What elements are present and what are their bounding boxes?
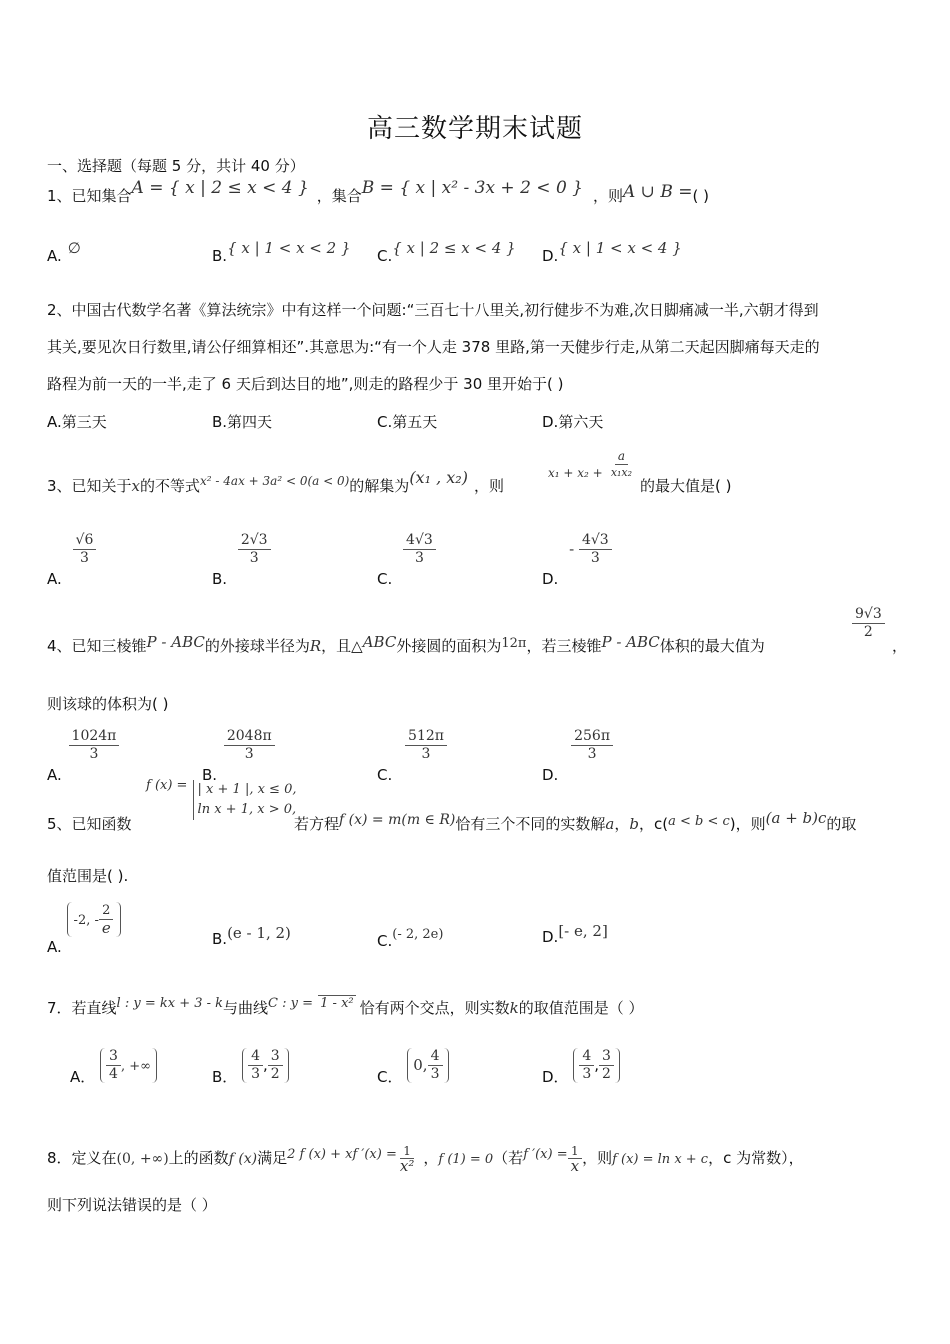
q8-fprime-fraction (568, 1144, 582, 1173)
q7-opt-d-num-2: 3 (599, 1048, 614, 1066)
q5-opt-b-label: B. (212, 930, 228, 948)
q4-opt-c-value (405, 728, 447, 763)
q1-opt-b-value: { x | 1 < x < 2 } (227, 239, 351, 257)
q1-text-b: ，集合 (316, 187, 362, 205)
q1-option-d (542, 239, 682, 265)
q5-text: 5、已知函数 (47, 815, 132, 833)
section-heading: 一、选择题（每题 5 分，共计 40 分） (47, 157, 305, 175)
q4-area: 12π (501, 636, 527, 651)
q5-comma-1: ， (614, 815, 630, 833)
q7-opt-a-den: 4 (109, 1066, 118, 1082)
q1-text-c: ，则 (592, 187, 623, 205)
q1-paren: ( ) (692, 187, 709, 205)
page-title: 高三数学期末试题 (366, 114, 583, 144)
q5-text-b: 若方程 (294, 815, 340, 833)
q7-line-eq: l : y = kx + 3 - k (116, 996, 224, 1011)
q7-opt-a-frac (106, 1048, 121, 1083)
q7-opt-b-den-2: 2 (270, 1066, 280, 1082)
q7-option-d (542, 1048, 620, 1086)
question-8 (47, 1144, 804, 1173)
q1-opt-d-label: D. (542, 247, 559, 265)
q3-opt-d-sign: - (569, 540, 575, 558)
question-3 (47, 468, 504, 497)
q3-opt-d-label: D. (542, 570, 559, 588)
q1-option-b (212, 239, 351, 265)
q3-opt-a-den: 3 (80, 550, 89, 566)
q8-fprime-den: x (570, 1157, 580, 1175)
q7-opt-b-frac-1 (248, 1048, 263, 1083)
q8-f1: f (1) = 0 (438, 1152, 494, 1167)
q4-opt-b-num: 2048π (224, 728, 275, 746)
question-1 (47, 178, 709, 206)
q3-option-b (212, 532, 271, 588)
q7-text-d: 的取值范围是（ ） (518, 999, 644, 1017)
q5-fx: f (x) = (146, 778, 188, 793)
q5-opt-a-frac (99, 902, 114, 937)
q3-option-c (377, 532, 436, 588)
q8-eq-den: x² (399, 1157, 415, 1175)
q5-order: a < b < c (668, 814, 730, 829)
q1-opt-c-value: { x | 2 ≤ x < 4 } (392, 239, 516, 257)
q5-text-c-var: ，c( (638, 815, 669, 833)
q1-option-a (47, 239, 81, 265)
q4-opt-d-value (571, 728, 613, 763)
q7-text-b: 与曲线 (223, 999, 269, 1017)
q5-cases (193, 780, 297, 820)
q3-expr-sum: x₁ + x₂ + (548, 466, 603, 480)
q3-opt-d-num: 4√3 (579, 532, 612, 550)
q4-text-g: ， (892, 637, 908, 655)
q5-opt-d-label: D. (542, 928, 559, 946)
q4-text-c: ，且△ (321, 637, 363, 655)
q4-opt-a-den: 3 (89, 746, 99, 762)
q4-tetra: P - ABC (146, 633, 205, 651)
q5-option-b (212, 924, 291, 948)
question-4 (47, 633, 765, 658)
q2-line-1: 2、中国古代数学名著《算法统宗》中有这样一个问题:“三百七十八里关,初行健步不为难,次日脚痛减一半,六朝才得到 (47, 301, 819, 319)
q3-expression (548, 448, 635, 481)
q5-opt-a-left: -2, - (73, 913, 99, 928)
q3-frac-den: x₁x₂ (610, 466, 633, 479)
q7-sqrt-body: 1 - x² (320, 996, 354, 1011)
q7-option-c (377, 1048, 449, 1086)
q1-opt-a-value: ∅ (67, 239, 81, 257)
q8-line-2: 则下列说法错误的是（ ） (47, 1196, 217, 1214)
q4-text-d: 外接圆的面积为 (396, 637, 502, 655)
q7-opt-c-value (407, 1048, 448, 1083)
q7-opt-b-num-2: 3 (268, 1048, 283, 1066)
q7-opt-c-num: 4 (428, 1048, 443, 1066)
q4-line-2: 则该球的体积为( ) (47, 695, 169, 713)
q4-triangle: ABC (362, 633, 397, 651)
q5-option-d (542, 922, 608, 946)
q7-opt-b-num-1: 4 (248, 1048, 263, 1066)
q7-opt-d-den-2: 2 (602, 1066, 611, 1082)
q7-opt-d-value: $\frac{4}{3}$ , $\frac{3}{2}$ (573, 1048, 620, 1083)
q3-option-a (47, 532, 96, 588)
q7-opt-d-num-1: 4 (579, 1048, 594, 1066)
q1-option-c (377, 239, 516, 265)
q1-set-a: A = { x | 2 ≤ x < 4 } (131, 178, 309, 198)
q8-fprime: f ′(x) = (523, 1147, 568, 1162)
q8-fprime-num: 1 (568, 1144, 582, 1159)
q7-opt-b-den-1: 3 (251, 1066, 260, 1082)
q5-opt-d-value: [- e, 2] (558, 922, 608, 940)
q2-option-c: C.第五天 (377, 413, 438, 431)
q3-opt-b-value (238, 532, 271, 567)
q1-union: A ∪ B = (623, 182, 693, 202)
q4-text-f: 体积的最大值为 (659, 637, 765, 655)
q7-sqrt (318, 995, 355, 1011)
q3-opt-b-den: 3 (249, 550, 259, 566)
q3-opt-d-den: 3 (590, 550, 600, 566)
q3-var-x: x (131, 477, 141, 495)
q5-piecewise (146, 780, 297, 820)
q7-opt-a-value (100, 1048, 157, 1083)
q8-text-e: （若 (493, 1149, 524, 1167)
q5-equation: f (x) = m(m ∈ R) (339, 812, 456, 828)
q5-case-1: | x + 1 |, x ≤ 0, (197, 782, 297, 797)
q5-var-b: b (629, 815, 639, 833)
q8-f: f (x) (228, 1151, 258, 1167)
q4-option-b (202, 728, 275, 784)
q3-opt-b-label: B. (212, 570, 228, 588)
q4-max-volume (852, 606, 885, 641)
q4-opt-b-value (224, 728, 275, 763)
q7-opt-c-frac (428, 1048, 443, 1083)
q2-line-2: 其关,要见次日行数里,请公仔细算相还”.其意思为:“有一个人走 378 里路,第一天健步行走,从第二天起因脚痛每天走的 (47, 338, 820, 356)
q5-opt-c-label: C. (377, 932, 393, 950)
q7-opt-d-den-1: 3 (582, 1066, 592, 1082)
q5-option-c (377, 924, 444, 950)
q4-opt-d-den: 3 (587, 746, 597, 762)
q7-opt-b-frac-2 (268, 1048, 283, 1083)
q3-fraction (608, 448, 635, 481)
q2-option-a: A.第三天 (47, 413, 107, 431)
q3-inequality: x² - 4ax + 3a² < 0(a < 0) (200, 474, 350, 488)
q3-frac-num: a (615, 448, 628, 465)
q7-var-k: k (509, 999, 519, 1017)
q2-line-3: 路程为前一天的一半,走了 6 天后到达目的地”,则走的路程少于 30 里开始于( ) (47, 375, 564, 393)
q8-equation: 2 f (x) + xf ′(x) = (287, 1147, 397, 1162)
q3-text-d: ，则 (473, 477, 504, 495)
q3-opt-c-value (403, 532, 436, 567)
q3-opt-b-num: 2√3 (238, 532, 271, 550)
q5-opt-a-num: 2 (99, 902, 113, 920)
q5-var-a: a (605, 815, 615, 833)
q7-opt-d-frac-2 (599, 1048, 614, 1083)
q3-opt-c-num: 4√3 (403, 532, 436, 550)
q4-text: 4、已知三棱锥 (47, 637, 147, 655)
q5-expr: (a + b)c (765, 809, 827, 827)
question-7 (47, 998, 644, 1020)
q4-opt-c-label: C. (377, 766, 393, 784)
q7-opt-a-num: 3 (106, 1048, 121, 1066)
q4-text-e: ，若三棱锥 (526, 637, 602, 655)
q5-case-2: ln x + 1, x > 0, (197, 802, 297, 817)
q4-opt-a-num: 1024π (69, 728, 120, 746)
q4-option-a (47, 728, 119, 784)
q3-opt-d-value (579, 532, 612, 567)
q1-set-b: B = { x | x² - 3x + 2 < 0 } (361, 178, 583, 198)
q8-text-d: ， (423, 1149, 439, 1167)
q5-text-e: 的取 (826, 815, 857, 833)
q1-opt-a-label: A. (47, 247, 62, 265)
q7-opt-c-label: C． (377, 1068, 403, 1086)
q5-equation-line (294, 809, 857, 836)
q4-opt-a-label: A. (47, 766, 62, 784)
q5-opt-b-value: (e - 1, 2) (227, 924, 291, 942)
q7-opt-a-inf: , +∞ (120, 1059, 151, 1074)
q4-volume-num: 9√3 (852, 606, 885, 624)
q8-domain: (0, +∞) (116, 1151, 169, 1167)
q4-volume-fraction (852, 606, 885, 641)
q3-option-d (542, 532, 612, 588)
q3-text-e: 的最大值是( ) (640, 477, 732, 495)
q1-opt-c-label: C. (377, 247, 393, 265)
q4-tetra-2: P - ABC (601, 633, 660, 651)
q7-opt-c-den: 3 (430, 1066, 440, 1082)
q4-option-d (542, 728, 613, 784)
q7-opt-d-frac-1 (579, 1048, 594, 1083)
q3-text: 3、已知关于 (47, 477, 132, 495)
q3-opt-a-label: A. (47, 570, 62, 588)
q4-opt-b-den: 3 (244, 746, 254, 762)
q2-option-d: D.第六天 (542, 413, 604, 431)
q5-opt-a-value (67, 902, 121, 937)
q7-opt-d-label: D． (542, 1068, 569, 1086)
q8-text-c: 满足 (257, 1149, 288, 1167)
q7-option-a (70, 1048, 157, 1086)
q7-option-b (212, 1048, 289, 1086)
q8-eq-num: 1 (400, 1144, 414, 1159)
q3-opt-a-num: √6 (73, 532, 97, 550)
q1-opt-b-label: B. (212, 247, 228, 265)
q4-option-c (377, 728, 447, 784)
q8-text-g: ，则 (582, 1149, 613, 1167)
q5-opt-a-den: e (101, 919, 111, 937)
q4-opt-c-num: 512π (405, 728, 447, 746)
q7-text-c: 恰有两个交点，则实数 (359, 999, 510, 1017)
q4-text-b: 的外接球半径为 (204, 637, 310, 655)
q8-text-h: ，c 为常数）， (708, 1149, 804, 1167)
q3-solution-set: (x₁ , x₂) (409, 468, 468, 487)
q4-opt-d-label: D. (542, 766, 559, 784)
q4-radius: R (309, 637, 322, 655)
q5-opt-c-value: (- 2, 2e) (392, 927, 444, 942)
q4-opt-a-value (69, 728, 120, 763)
q8-text-b: 上的函数 (168, 1149, 229, 1167)
q7-opt-c-zero: 0, (413, 1056, 428, 1074)
q5-text-c: 恰有三个不同的实数解 (455, 815, 606, 833)
q4-opt-c-den: 3 (421, 746, 431, 762)
q8-f-log: f (x) = ln x + c (612, 1152, 709, 1167)
q8-eq-fraction (397, 1144, 417, 1173)
q7-opt-a-label: A． (70, 1068, 96, 1086)
q5-line-2: 值范围是( ). (47, 867, 129, 885)
q5-text-d: )，则 (729, 815, 766, 833)
q3-text-b: 的不等式 (140, 477, 201, 495)
q4-opt-b-label: B. (202, 766, 218, 784)
q7-opt-b-value: $\frac{4}{3}$ , $\frac{3}{2}$ (242, 1048, 289, 1083)
q5-opt-a-label: A. (47, 938, 62, 956)
q3-text-c: 的解集为 (349, 477, 410, 495)
q2-option-b: B.第四天 (212, 413, 273, 431)
q7-curve-eq: C : y = (268, 996, 318, 1011)
q5-option-a (47, 902, 121, 956)
q7-text: 7．若直线 (47, 999, 117, 1017)
q3-opt-c-den: 3 (414, 550, 424, 566)
q1-opt-d-value: { x | 1 < x < 4 } (558, 239, 682, 257)
q4-volume-den: 2 (863, 624, 873, 640)
q1-text: 1、已知集合 (47, 187, 132, 205)
q3-opt-c-label: C. (377, 570, 393, 588)
q4-opt-d-num: 256π (571, 728, 613, 746)
q8-text: 8．定义在 (47, 1149, 117, 1167)
q7-opt-b-label: B． (212, 1068, 238, 1086)
q3-opt-a-value (73, 532, 97, 567)
